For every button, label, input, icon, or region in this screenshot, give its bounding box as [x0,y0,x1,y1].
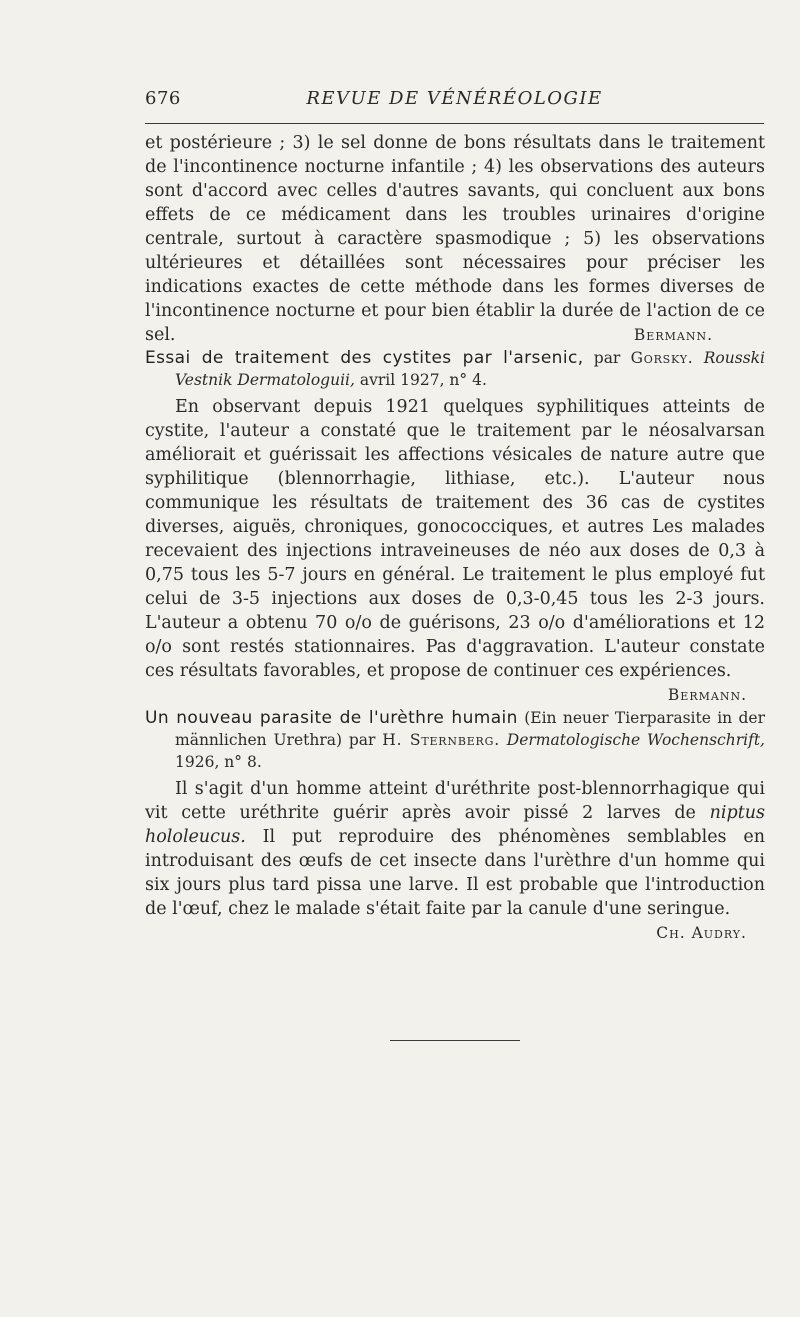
article-1-citation: avril 1927, n° 4. [359,371,487,389]
article-2-species: niptus hololeucus. [145,803,765,847]
article-2-body-after: Il put reproduire des phénomènes semblables en introduisant des œufs de cet insecte dans l'urèthre d'un homme qui six jours plus tard pissa une larve. Il est probable que l'introduction de l'œuf, chez le malade s'était faite par la canule d'une seringue. [145,827,765,919]
article-1-by: par [593,349,621,367]
article-1-title: Essai de traitement des cystites par l'arsenic, [145,348,584,368]
article-1-body-text: En observant depuis 1921 quelques syphilitiques atteints de cystite, l'auteur a constaté que le traitement par le néosalvarsan améliorait et guérissait les affections vésicales de nature autre que syphilitique (blennorrhagie, lithiase, etc.). L'auteur nous communique les résultats de traitement des 36 cas de cystites diverses, aiguës, chroniques, gonococciques, et autres Les malades recevaient des injections intraveineuses de néo aux doses de 0,3 à 0,75 tous les 5-7 jours en général. Le traitement le plus employé fut celui de 3-5 injections aux doses de 0,3-0,45 tous les 2-3 jours. L'auteur a obtenu 70 o/o de guérisons, 23 o/o d'améliorations et 12 o/o sont restés stationnaires. Pas d'aggravation. L'auteur constate ces résultats favorables, et propose de continuer ces expériences. [145,397,765,681]
article-2-citation: 1926, n° 8. [175,753,262,771]
article-2-journal: Dermatologische Wochenschrift, [506,731,765,749]
continuation-paragraph [145,131,765,347]
article-2-signature: Ch. Audry. [656,924,747,942]
page-header [145,88,764,112]
continuation-text: et postérieure ; 3) le sel donne de bons résultats dans le traitement de l'incontinence nocturne infantile ; 4) les observations des auteurs sont d'accord avec celles d'autres savants, qui concluent aux bons effets de ce médicament dans les troubles urinaires d'origine centrale, surtout à caractère spasmodique ; 5) les observations ultérieures et détaillées sont nécessaires pour préciser les indications exactes de cette méthode dans les formes diverses de l'incontinence nocturne et pour bien établir la durée de l'action de ce sel. [145,133,765,345]
article-1-body [145,395,765,704]
article-1-author: Gorsky. [630,349,694,367]
continuation-signature: Bermann. [633,326,713,344]
article-2-heading [145,707,765,773]
header-rule [145,123,764,124]
running-title: REVUE DE VÉNÉRÉOLOGIE [306,88,603,109]
article-1-journal: Rousski Vestnik Dermatologuii, [175,349,765,389]
article-2-body [145,777,765,942]
article-2-subtitle: (Ein neuer Tierparasite in der männlichen Urethra) par [175,709,765,749]
page-content [145,131,765,945]
article-2-title: Un nouveau parasite de l'urèthre humain [145,708,518,728]
article-1-signature: Bermann. [667,686,747,704]
page-number: 676 [145,88,181,109]
article-2-author: H. Sternberg. [382,731,500,749]
article-2-body-before: Il s'agit d'un homme atteint d'uréthrite post-blennorrhagique qui vit cette uréthrite guérir après avoir pissé 2 larves de [145,779,765,823]
article-1-heading [145,347,765,391]
end-rule [390,1040,520,1041]
